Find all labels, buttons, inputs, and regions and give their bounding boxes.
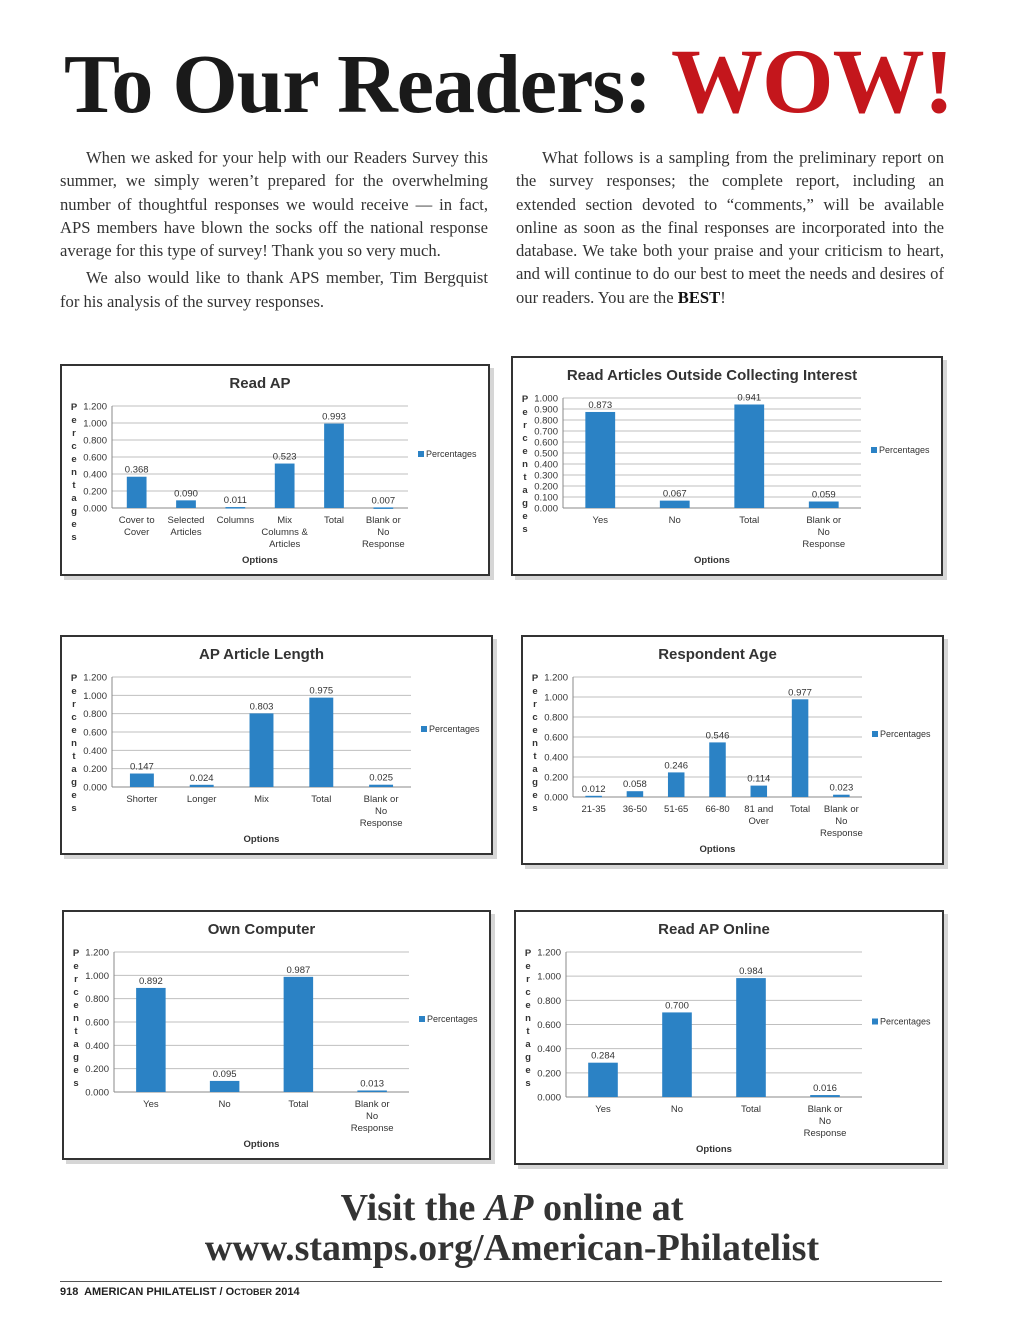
bar [833, 795, 850, 797]
y-tick-label: 0.600 [537, 1020, 561, 1031]
chart-read-ap-online [514, 910, 944, 1165]
bar [736, 978, 766, 1097]
x-tick-label: Selected Articles [167, 515, 205, 538]
x-axis-label: Options [242, 555, 278, 566]
bar [660, 501, 690, 508]
y-tick-label: 0.400 [85, 1040, 109, 1052]
x-tick-label: 36-50 [622, 804, 648, 815]
y-tick-label: 1.200 [544, 672, 568, 684]
x-tick-label: No [218, 1099, 231, 1110]
intro-right-column [516, 146, 944, 313]
y-tick-label: 0.400 [544, 752, 568, 764]
bar [373, 507, 393, 509]
bar [809, 502, 839, 508]
y-tick-label: 0.800 [83, 709, 107, 721]
intro-paragraph: When we asked for your help with our Readers Survey this summer, we simply weren’t prepared for the overwhelming number of thoughtful responses we would receive — in fact, APS members have blown the socks off the national response average for this type of survey! Thank you so very much. [60, 148, 488, 261]
x-tick-label: Blank or No Response [359, 794, 403, 829]
chart-title: Own Computer [207, 921, 316, 938]
bar [369, 785, 393, 787]
legend-swatch [871, 447, 877, 453]
data-label: 0.013 [360, 1078, 385, 1090]
data-label: 0.011 [223, 495, 247, 507]
legend-label: Percentages [426, 449, 477, 459]
x-tick-label: Yes [592, 515, 608, 526]
y-tick-label: 0.000 [544, 792, 568, 804]
y-tick-label: 0.000 [537, 1092, 561, 1104]
page-number: 918 [60, 1286, 79, 1298]
y-tick-label: 0.800 [537, 995, 561, 1007]
chart-title: Read Articles Outside Collecting Interest [566, 367, 858, 384]
legend-swatch [872, 1019, 878, 1025]
bar [275, 464, 295, 508]
x-tick-label: Total [288, 1099, 309, 1110]
bar [324, 424, 344, 508]
y-tick-label: 0.600 [544, 732, 568, 744]
x-tick-label: Total [790, 804, 811, 815]
y-tick-label: 0.800 [534, 415, 558, 427]
bar [810, 1095, 840, 1097]
chart-title: AP Article Length [198, 646, 325, 663]
x-axis-label: Options [696, 1144, 732, 1155]
y-tick-label: 0.400 [534, 459, 558, 471]
y-tick-label: 0.600 [534, 437, 558, 449]
bar [250, 713, 274, 787]
intro-text: What follows is a sampling from the preliminary report on the survey responses; the complete report, including an extended section devoted to “comments,” will be available online as soon as the final responses are incorporated into the database. We take both your praise and your criticism to heart, and will continue to do our best to meet the needs and desires of our readers. You are the [516, 148, 944, 307]
x-tick-label: Longer [186, 794, 217, 805]
footer-rule [60, 1281, 942, 1282]
data-label: 0.025 [369, 772, 393, 784]
bar [210, 1081, 240, 1092]
x-tick-label: Blank or No Response [350, 1099, 394, 1134]
x-tick-label: Yes [143, 1099, 159, 1110]
legend-label: Percentages [427, 1014, 478, 1024]
y-tick-label: 0.600 [85, 1017, 109, 1029]
promo-line1 [100, 1188, 924, 1228]
y-tick-label: 1.200 [85, 947, 109, 959]
bar [588, 1063, 618, 1097]
data-label: 0.246 [664, 760, 689, 772]
y-tick-label: 0.500 [534, 448, 558, 460]
data-label: 0.058 [623, 779, 647, 791]
x-tick-label: 21-35 [581, 804, 606, 815]
y-axis-label: P e r c e n t a g e s [70, 402, 78, 543]
x-tick-label: Total [323, 515, 345, 526]
headline-text: To Our Readers: [64, 38, 672, 131]
bar [662, 1012, 692, 1097]
x-tick-label: Blank or No Response [361, 515, 405, 550]
x-axis-label: Options [243, 834, 280, 845]
bar [284, 977, 314, 1092]
y-tick-label: 0.900 [534, 404, 558, 416]
intro-paragraph [516, 146, 944, 309]
bar [127, 477, 147, 508]
legend-swatch [419, 1016, 425, 1022]
y-tick-label: 0.000 [83, 503, 107, 515]
bar [585, 412, 615, 508]
y-tick-label: 0.400 [83, 469, 107, 481]
y-tick-label: 0.800 [544, 712, 568, 724]
data-label: 0.941 [737, 392, 762, 404]
data-label: 0.984 [739, 966, 763, 978]
y-tick-label: 0.200 [534, 481, 558, 493]
y-axis-label: P e r c e n t a g e s [70, 673, 78, 814]
y-tick-label: 0.200 [544, 772, 568, 784]
bar [190, 785, 214, 787]
chart-title: Read AP Online [658, 921, 770, 938]
headline [64, 28, 964, 138]
bar [751, 786, 768, 797]
legend-label: Percentages [880, 1016, 931, 1027]
data-label: 0.024 [189, 772, 214, 784]
chart-title: Read AP [229, 375, 291, 392]
y-tick-label: 0.200 [83, 764, 107, 776]
y-tick-label: 0.600 [83, 452, 107, 464]
data-label: 0.546 [705, 730, 730, 742]
footer-meta [60, 1286, 300, 1298]
data-label: 0.975 [309, 685, 334, 697]
bar [709, 742, 726, 797]
chart-svg [513, 358, 941, 574]
publication-name: AMERICAN PHILATELIST [84, 1286, 217, 1298]
data-label: 0.090 [174, 488, 198, 500]
x-tick-label: Shorter [126, 794, 158, 805]
data-label: 0.023 [829, 782, 854, 794]
y-tick-label: 0.200 [83, 486, 107, 498]
x-tick-label: Columns [216, 515, 255, 526]
y-tick-label: 0.200 [85, 1064, 109, 1076]
y-tick-label: 0.300 [534, 470, 558, 482]
y-tick-label: 0.000 [83, 782, 107, 794]
chart-article-length [60, 635, 493, 855]
y-axis-label: P e r c e n t a g e s [521, 394, 529, 535]
y-axis-label: P e r c e n t a g e s [531, 673, 539, 814]
y-tick-label: 0.800 [83, 435, 107, 447]
x-axis-label: Options [694, 555, 730, 566]
data-label: 0.873 [588, 399, 613, 411]
month-rest: CTOBER [234, 1287, 273, 1297]
legend-label: Percentages [879, 445, 930, 455]
bar [627, 791, 644, 797]
legend-swatch [872, 731, 878, 737]
bar [176, 500, 196, 508]
x-tick-label: No [670, 1104, 684, 1115]
bar [792, 699, 809, 797]
y-tick-label: 0.400 [83, 745, 107, 757]
x-tick-label: Total [311, 794, 332, 805]
bar [309, 698, 333, 787]
y-tick-label: 1.000 [537, 971, 561, 983]
x-tick-label: Total [740, 1104, 762, 1115]
y-tick-label: 0.800 [85, 994, 109, 1006]
y-tick-label: 0.000 [534, 503, 558, 515]
x-tick-label: Total [739, 515, 760, 526]
y-tick-label: 0.000 [85, 1087, 109, 1099]
promo-url[interactable]: www.stamps.org/American-Philatelist [204, 1227, 820, 1269]
y-tick-label: 1.000 [85, 970, 109, 982]
month-cap: O [225, 1286, 235, 1298]
bar [225, 507, 245, 509]
x-axis-label: Options [243, 1139, 280, 1150]
chart-svg [62, 637, 491, 853]
promo [100, 1188, 924, 1268]
y-tick-label: 1.200 [83, 401, 107, 413]
data-label: 0.803 [249, 701, 274, 713]
y-axis-label: P e r c e n t a g e s [72, 948, 80, 1089]
x-tick-label: 81 and Over [744, 804, 774, 827]
y-axis-label: P e r c e n t a g e s [524, 948, 532, 1089]
bar [357, 1090, 387, 1092]
data-label: 0.523 [272, 451, 297, 463]
x-tick-label: No [668, 515, 681, 526]
y-tick-label: 1.200 [83, 672, 107, 684]
data-label: 0.368 [124, 464, 149, 476]
y-tick-label: 1.000 [83, 418, 107, 430]
chart-svg [62, 366, 488, 574]
y-tick-label: 0.200 [537, 1068, 561, 1080]
y-tick-label: 1.000 [83, 690, 107, 702]
intro-left-column [60, 146, 488, 317]
footer-sep: / [216, 1286, 226, 1298]
data-label: 0.892 [138, 975, 163, 987]
data-label: 0.067 [662, 488, 687, 500]
y-tick-label: 1.200 [537, 947, 561, 959]
bar [734, 404, 764, 508]
intro-end: ! [720, 287, 726, 307]
x-tick-label: Blank or No Response [802, 515, 846, 550]
x-tick-label: 51-65 [664, 804, 689, 815]
y-tick-label: 0.600 [83, 727, 107, 739]
chart-own-computer [62, 910, 491, 1160]
legend-label: Percentages [429, 724, 480, 734]
data-label: 0.016 [813, 1083, 837, 1095]
data-label: 0.147 [130, 761, 154, 773]
legend-swatch [418, 451, 424, 457]
x-tick-label: 66-80 [705, 804, 730, 815]
data-label: 0.993 [322, 411, 346, 423]
data-label: 0.114 [747, 773, 771, 785]
x-tick-label: Blank or No Response [803, 1104, 847, 1139]
data-label: 0.284 [591, 1050, 615, 1062]
x-tick-label: Blank or No Response [819, 804, 863, 839]
intro-paragraph: We also would like to thank APS member, Tim Bergquist for his analysis of the survey responses. [60, 268, 488, 311]
x-tick-label: Yes [595, 1104, 611, 1115]
headline-wow: WOW! [671, 30, 954, 132]
y-tick-label: 0.100 [534, 492, 558, 504]
y-tick-label: 0.400 [537, 1044, 561, 1056]
data-label: 0.007 [371, 495, 396, 507]
x-tick-label: Cover to Cover [118, 515, 155, 538]
year: 2014 [272, 1286, 300, 1298]
data-label: 0.977 [788, 687, 812, 699]
x-axis-label: Options [699, 844, 736, 855]
data-label: 0.059 [811, 489, 836, 501]
y-tick-label: 0.700 [534, 426, 558, 438]
bar [585, 796, 602, 798]
chart-svg [64, 912, 489, 1158]
data-label: 0.700 [665, 1000, 689, 1012]
data-label: 0.012 [581, 783, 606, 795]
chart-title: Respondent Age [658, 646, 777, 663]
intro-emphasis: BEST [677, 287, 721, 307]
data-label: 0.987 [286, 964, 311, 976]
chart-svg [523, 637, 942, 863]
bar [136, 988, 166, 1092]
x-tick-label: Mix [254, 794, 269, 805]
y-tick-label: 1.000 [534, 393, 558, 405]
promo-ap: AP [484, 1187, 534, 1229]
promo-text: Visit the [340, 1187, 485, 1229]
y-tick-label: 1.000 [544, 692, 568, 704]
bar [130, 774, 154, 787]
promo-text: online at [533, 1187, 684, 1229]
legend-swatch [421, 726, 427, 732]
chart-svg [516, 912, 942, 1163]
chart-read-ap [60, 364, 490, 576]
data-label: 0.095 [212, 1068, 237, 1080]
bar [668, 772, 685, 797]
legend-label: Percentages [880, 729, 931, 739]
x-tick-label: Mix Columns & Articles [261, 515, 308, 550]
chart-read-outside-interest [511, 356, 943, 576]
chart-respondent-age [521, 635, 944, 865]
